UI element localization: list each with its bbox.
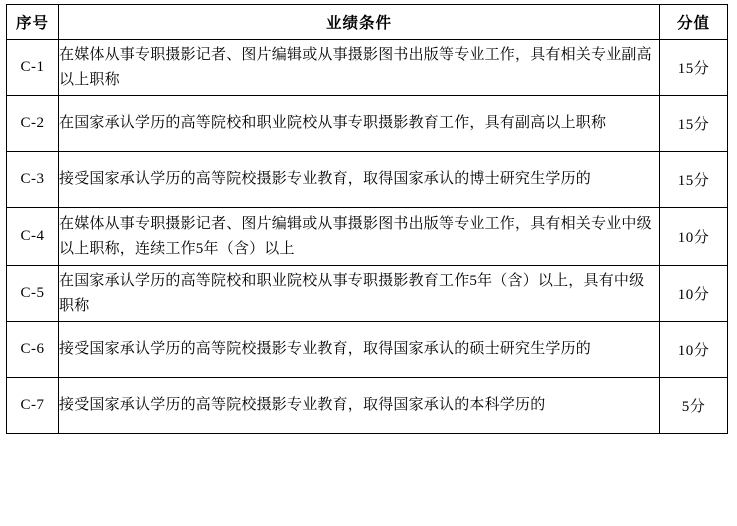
table-row: [7, 208, 728, 266]
table-row: [7, 152, 728, 208]
row-description: 在媒体从事专职摄影记者、图片编辑或从事摄影图书出版等专业工作，具有相关专业中级以上职称，连续工作5年（含）以上: [59, 208, 660, 266]
row-description: 在国家承认学历的高等院校和职业院校从事专职摄影教育工作5年（含）以上，具有中级职称: [59, 266, 660, 322]
row-score: 10分: [660, 208, 728, 266]
column-header-score: 分值: [660, 5, 728, 40]
table-row: [7, 378, 728, 434]
table-body: [7, 40, 728, 434]
table-row: [7, 40, 728, 96]
column-header-id: 序号: [7, 5, 59, 40]
row-score: 15分: [660, 152, 728, 208]
row-score: 15分: [660, 96, 728, 152]
table-header: [7, 5, 728, 40]
row-description: 接受国家承认学历的高等院校摄影专业教育，取得国家承认的本科学历的: [59, 378, 660, 434]
row-score: 10分: [660, 266, 728, 322]
document-page: [0, 4, 737, 526]
row-id: C-7: [7, 378, 59, 434]
row-id: C-1: [7, 40, 59, 96]
column-header-description: 业绩条件: [59, 5, 660, 40]
row-id: C-4: [7, 208, 59, 266]
row-id: C-6: [7, 322, 59, 378]
row-id: C-5: [7, 266, 59, 322]
row-description: 在媒体从事专职摄影记者、图片编辑或从事摄影图书出版等专业工作，具有相关专业副高以上职称: [59, 40, 660, 96]
row-score: 15分: [660, 40, 728, 96]
table-row: [7, 322, 728, 378]
table-row: [7, 96, 728, 152]
table-row: [7, 266, 728, 322]
table-header-row: [7, 5, 728, 40]
row-score: 5分: [660, 378, 728, 434]
row-description: 接受国家承认学历的高等院校摄影专业教育，取得国家承认的博士研究生学历的: [59, 152, 660, 208]
row-id: C-3: [7, 152, 59, 208]
row-description: 接受国家承认学历的高等院校摄影专业教育，取得国家承认的硕士研究生学历的: [59, 322, 660, 378]
row-description: 在国家承认学历的高等院校和职业院校从事专职摄影教育工作，具有副高以上职称: [59, 96, 660, 152]
criteria-table: [6, 4, 728, 434]
row-score: 10分: [660, 322, 728, 378]
row-id: C-2: [7, 96, 59, 152]
